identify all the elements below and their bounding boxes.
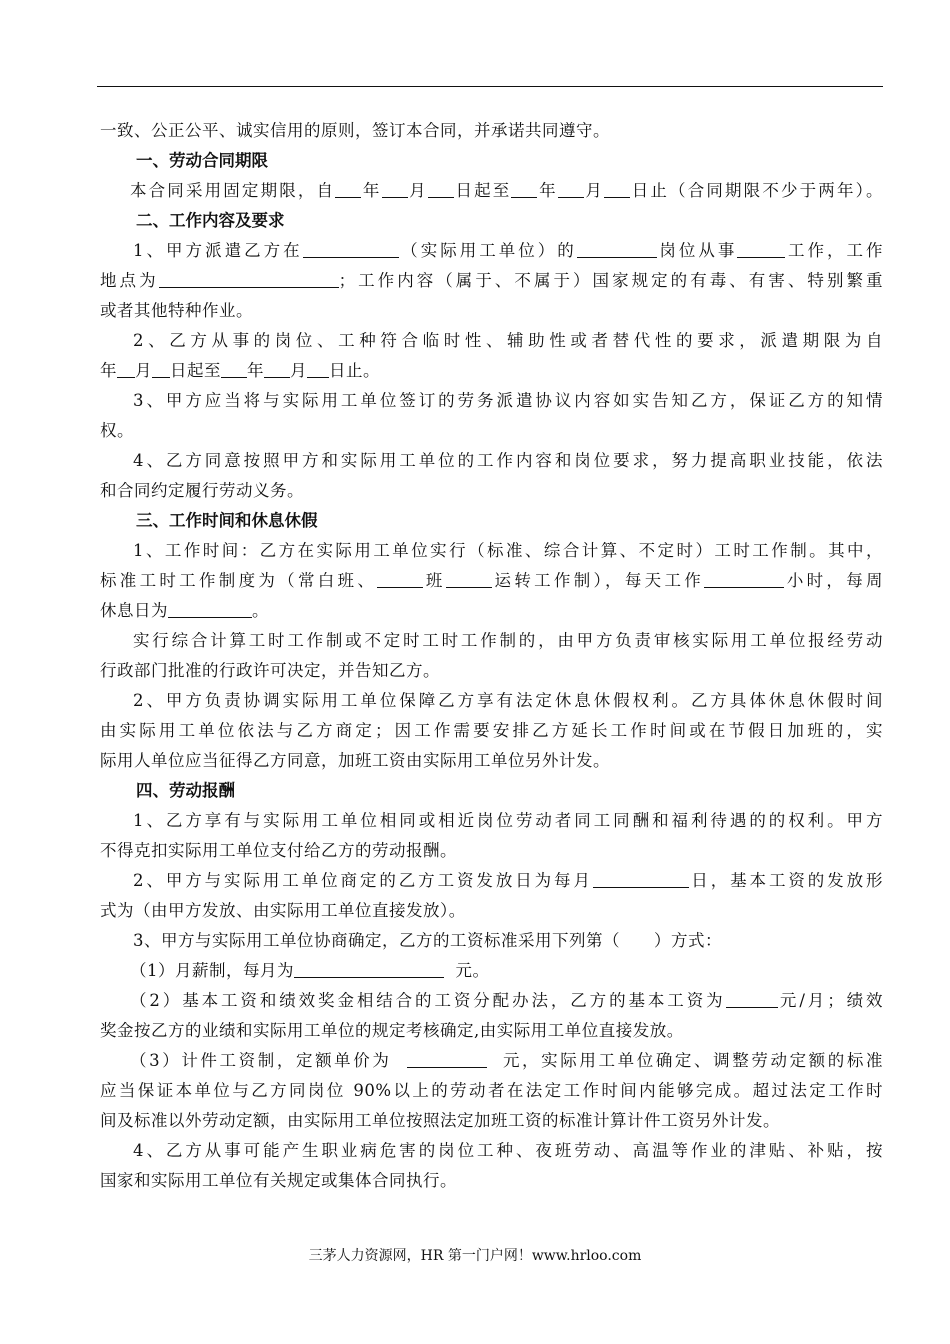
paragraph-line: （3）计件工资制，定额单价为 元，实际用工单位确定、调整劳动定额的标准 (130, 1051, 884, 1070)
section-heading-term: 一、劳动合同期限 (136, 151, 268, 170)
paragraph-line: 3、甲方应当将与实际用工单位签订的劳务派遣协议内容如实告知乙方，保证乙方的知情 (133, 391, 883, 410)
contract-body (100, 116, 883, 1196)
paragraph-line: 1、甲方派遣乙方在 （实际用工单位）的 岗位从事 工作，工作 (133, 241, 884, 260)
paragraph-line: 和合同约定履行劳动义务。 (100, 481, 304, 500)
paragraph-line: 年 月 日起至 年 月 日止。 (100, 361, 380, 380)
paragraph-line: 行政部门批准的行政许可决定，并告知乙方。 (100, 661, 440, 680)
paragraph-line: 1、工作时间：乙方在实际用工单位实行（标准、综合计算、不定时）工时工作制。其中， (133, 541, 883, 560)
paragraph-line: 2、乙方从事的岗位、工种符合临时性、辅助性或者替代性的要求，派遣期限为自 (133, 331, 883, 350)
paragraph-line: 标准工时工作制度为（常白班、 班 运转工作制），每天工作 小时，每周 (100, 571, 884, 590)
paragraph-line: 不得克扣实际用工单位支付给乙方的劳动报酬。 (100, 841, 457, 860)
paragraph-line: 1、乙方享有与实际用工单位相同或相近岗位劳动者同工同酬和福利待遇的的权利。甲方 (133, 811, 883, 830)
section-heading-work: 二、工作内容及要求 (136, 211, 285, 230)
paragraph-line: 2、甲方负责协调实际用工单位保障乙方享有法定休息休假权利。乙方具体休息休假时间 (133, 691, 883, 710)
paragraph-line: 或者其他特种作业。 (100, 301, 253, 320)
paragraph-line: （1）月薪制，每月为 元。 (130, 961, 490, 980)
section-heading-hours: 三、工作时间和休息休假 (136, 511, 318, 530)
paragraph-line: 地点为 ；工作内容（属于、不属于）国家规定的有毒、有害、特别繁重 (100, 271, 884, 290)
paragraph-line: 由实际用工单位依法与乙方商定；因工作需要安排乙方延长工作时间或在节假日加班的，实 (100, 721, 883, 740)
paragraph-line: 本合同采用固定期限，自 年 月 日起至 年 月 日止（合同期限不少于两年）。 (130, 181, 884, 200)
paragraph-line: 奖金按乙方的业绩和实际用工单位的规定考核确定,由实际用工单位直接发放。 (100, 1021, 684, 1040)
paragraph-line: 实行综合计算工时工作制或不定时工时工作制的，由甲方负责审核实际用工单位报经劳动 (133, 631, 883, 650)
paragraph-line: 2、甲方与实际用工单位商定的乙方工资发放日为每月 日，基本工资的发放形 (133, 871, 884, 890)
page-footer: 三茅人力资源网，HR 第一门户网！www.hrloo.com (308, 1248, 642, 1264)
header-rule (97, 86, 883, 87)
paragraph-line: 国家和实际用工单位有关规定或集体合同执行。 (100, 1171, 457, 1190)
paragraph-line: 应当保证本单位与乙方同岗位 90%以上的劳动者在法定工作时间内能够完成。超过法定工作时 (100, 1081, 883, 1100)
paragraph-line: （2）基本工资和绩效奖金相结合的工资分配办法，乙方的基本工资为 元/月；绩效 (130, 991, 883, 1010)
paragraph-line: 式为（由甲方发放、由实际用工单位直接发放）。 (100, 901, 466, 920)
paragraph-line: 际用人单位应当征得乙方同意，加班工资由实际用工单位另外计发。 (100, 751, 610, 770)
paragraph-line: 间及标准以外劳动定额，由实际用工单位按照法定加班工资的标准计算计件工资另外计发。 (100, 1111, 780, 1130)
paragraph-line: 权。 (100, 421, 134, 440)
paragraph-line: 4、乙方从事可能产生职业病危害的岗位工种、夜班劳动、高温等作业的津贴、补贴，按 (133, 1141, 883, 1160)
section-heading-pay: 四、劳动报酬 (136, 781, 235, 800)
paragraph-line: 一致、公正公平、诚实信用的原则，签订本合同，并承诺共同遵守。 (100, 121, 610, 140)
paragraph-line: 3、甲方与实际用工单位协商确定，乙方的工资标准采用下列第（ ）方式： (133, 931, 722, 950)
paragraph-line: 4、乙方同意按照甲方和实际用工单位的工作内容和岗位要求，努力提高职业技能，依法 (133, 451, 883, 470)
paragraph-line: 休息日为 。 (100, 601, 269, 620)
